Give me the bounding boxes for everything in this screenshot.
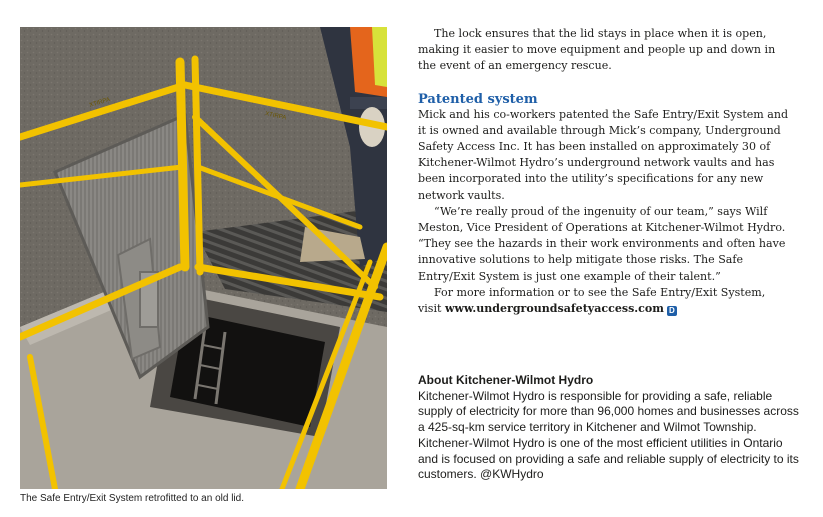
about-box bbox=[418, 373, 802, 483]
paragraph-3 bbox=[418, 285, 790, 317]
website-link[interactable]: www.undergroundsafetyaccess.com bbox=[444, 302, 664, 316]
manhole-photo bbox=[20, 27, 387, 489]
photo-caption: The Safe Entry/Exit System retrofitted to an old lid. bbox=[20, 493, 244, 504]
railing-brand-label: XTIRPA bbox=[264, 111, 287, 122]
paragraph-3-text: For more information or to see the Safe Entry/Exit System, visit bbox=[418, 285, 766, 316]
end-mark-icon: D bbox=[667, 306, 677, 316]
paragraph-2: “We’re really proud of the ingenuity of our team,” says Wilf Meston, Vice President of Operations at Kitchener-Wilmot Hydro. “They see the hazards in their work environments and often have innovative solutions to help mitigate those risks. The Safe Entry/Exit System is just one example of their talent.” bbox=[418, 204, 786, 283]
article-column bbox=[418, 26, 790, 317]
about-body: Kitchener-Wilmot Hydro is responsible for providing a safe, reliable supply of electricity for more than 96,000 homes and businesses across a 425-sq-km service territory in Kitchener and Wilmot Township. Kitchener-Wilmot Hydro is one of the most efficient utilities in Ontario and is focused on providing a safe and reliable supply of electricity to its customers. @KWHydro bbox=[418, 388, 799, 482]
about-title: About Kitchener-Wilmot Hydro bbox=[418, 373, 594, 387]
section-heading: Patented system bbox=[418, 91, 538, 107]
intro-paragraph: The lock ensures that the lid stays in place when it is open, making it easier to move equipment and people up and down in the event of an emergency rescue. bbox=[418, 27, 776, 73]
railing-brand-label: XTIRPA bbox=[88, 96, 111, 109]
paragraph-1: Mick and his co-workers patented the Safe Entry/Exit System and it is owned and available through Mick’s company, Underground Safety Access Inc. It has been installed on approximately 30 of Kitchener-Wilmot Hydro’s underground network vaults and has been incorporated into the utility’s specifications for any new network vaults. bbox=[418, 107, 789, 202]
manhole-illustration bbox=[20, 27, 387, 489]
